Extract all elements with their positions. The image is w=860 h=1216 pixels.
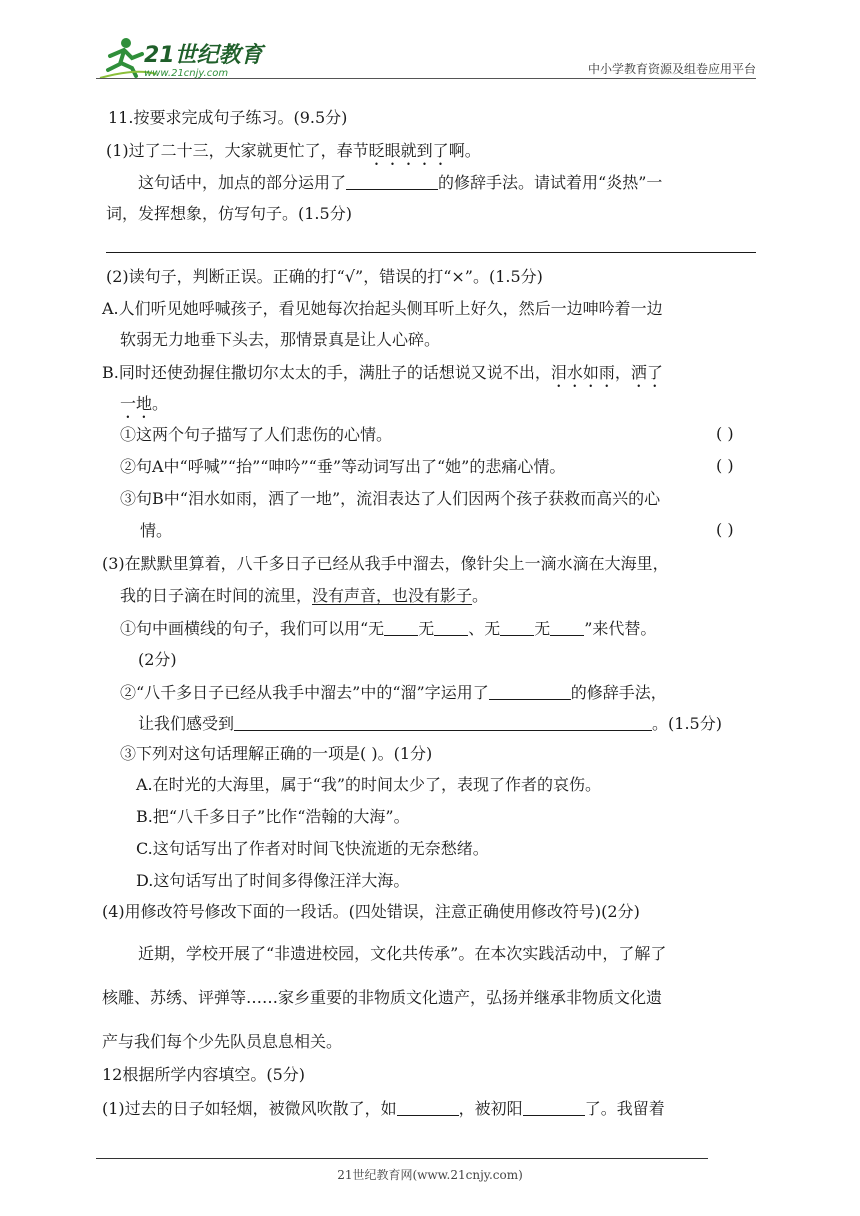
header-platform-text: 中小学教育资源及组卷应用平台	[587, 62, 756, 76]
q11-3-sub1-score: (2分)	[138, 650, 177, 669]
logo-url: www.21cnjy.com	[144, 68, 229, 79]
sentence-b-line1: B.同时还使劲握住撒切尔太太的手，满肚子的话想说又说不出，泪水如雨，洒了	[102, 363, 663, 382]
judge-statement-3: ③句B中“泪水如雨，洒了一地”，流泪表达了人们因两个孩子获救而高兴的心	[120, 489, 661, 508]
underlined-sentence: 没有声音，也没有影子	[312, 586, 473, 605]
q12-title: 12根据所学内容填空。(5分)	[102, 1065, 306, 1084]
judge-answer-3[interactable]: ( )	[716, 520, 734, 539]
judge-answer-1[interactable]: ( )	[716, 424, 734, 443]
q11-3-sub2: ②“八千多日子已经从我手中溜去”中的“溜”字运用了 的修辞手法，	[120, 683, 667, 702]
option-a: A.在时光的大海里，属于“我”的时间太少了，表现了作者的哀伤。	[136, 775, 602, 794]
q11-3-passage-line1: (3)在默默里算着，八千多日子已经从我手中溜去，像针尖上一滴水滴在大海里，	[102, 554, 669, 573]
sentence-a-line1: A.人们听见她呼喊孩子，看见她每次抬起头侧耳听上好久，然后一边呻吟着一边	[102, 299, 663, 318]
sentence-b-line2: 一地。	[120, 394, 169, 413]
q11-3-sub3: ③下列对这句话理解正确的一项是( )。(1分)	[120, 744, 433, 763]
wu-blank-3[interactable]	[500, 617, 534, 636]
judge-statement-3-cont: 情。	[140, 521, 173, 540]
q11-title: 11.按要求完成句子练习。(9.5分)	[108, 108, 348, 127]
rhetoric-blank[interactable]	[346, 171, 438, 190]
footer-rule	[96, 1158, 708, 1159]
site-logo	[96, 34, 266, 82]
wu-blank-4[interactable]	[550, 617, 584, 636]
q11-3-sub1: ①句中画横线的句子，我们可以用“无 无 、无 无 ”来代替。	[120, 619, 657, 638]
answer-line[interactable]	[106, 252, 756, 253]
q11-4-passage-line3: 产与我们每个少先队员息息相关。	[102, 1032, 343, 1051]
q11-1-prompt: 这句话中，加点的部分运用了 的修辞手法。请试着用“炎热”一	[138, 173, 663, 192]
q11-4-passage-line2: 核雕、苏绣、评弹等……家乡重要的非物质文化遗产，弘扬并继承非物质文化遗	[102, 988, 663, 1007]
judge-statement-2: ②句A中“呼喊”“抬”“呻吟”“垂”等动词写出了“她”的悲痛心情。	[120, 457, 566, 476]
wu-blank-2[interactable]	[434, 617, 468, 636]
fill-blank-1[interactable]	[397, 1097, 459, 1116]
wu-blank-1[interactable]	[384, 617, 418, 636]
judge-answer-2[interactable]: ( )	[716, 456, 734, 475]
q11-4-passage-line1: 近期，学校开展了“非遗进校园，文化共传承”。在本次实践活动中，了解了	[138, 944, 667, 963]
option-b: B.把“八千多日子”比作“浩翰的大海”。	[136, 807, 410, 826]
q11-3-sub2-cont: 让我们感受到 。(1.5分)	[138, 714, 722, 733]
header-rule	[96, 78, 756, 79]
rhetoric-blank-2[interactable]	[489, 681, 571, 700]
q11-1-sentence: (1)过了二十三，大家就更忙了，春节眨眼就到了啊。	[106, 141, 481, 160]
sentence-a-line2: 软弱无力地垂下头去，那情景真是让人心碎。	[120, 330, 441, 349]
option-c: C.这句话写出了作者对时间飞快流逝的无奈愁绪。	[136, 839, 489, 858]
footer-text: 21世纪教育网(www.21cnjy.com)	[337, 1168, 523, 1182]
logo-text: 21世纪教育	[144, 43, 263, 68]
judge-statement-1: ①这两个句子描写了人们悲伤的心情。	[120, 425, 393, 444]
q12-1-line: (1)过去的日子如轻烟，被微风吹散了，如 ，被初阳 了。我留着	[102, 1099, 665, 1118]
fill-blank-2[interactable]	[523, 1097, 585, 1116]
q11-1-prompt-cont: 词，发挥想象，仿写句子。(1.5分)	[106, 204, 352, 223]
option-d: D.这句话写出了时间多得像汪洋大海。	[136, 871, 410, 890]
feeling-blank[interactable]	[234, 712, 652, 731]
q11-4-title: (4)用修改符号修改下面的一段话。(四处错误，注意正确使用修改符号)(2分)	[102, 902, 640, 921]
q11-2-title: (2)读句子，判断正误。正确的打“√”，错误的打“×”。(1.5分)	[106, 267, 543, 286]
q11-3-passage-line2: 我的日子滴在时间的流里，没有声音，也没有影子。	[120, 586, 489, 605]
